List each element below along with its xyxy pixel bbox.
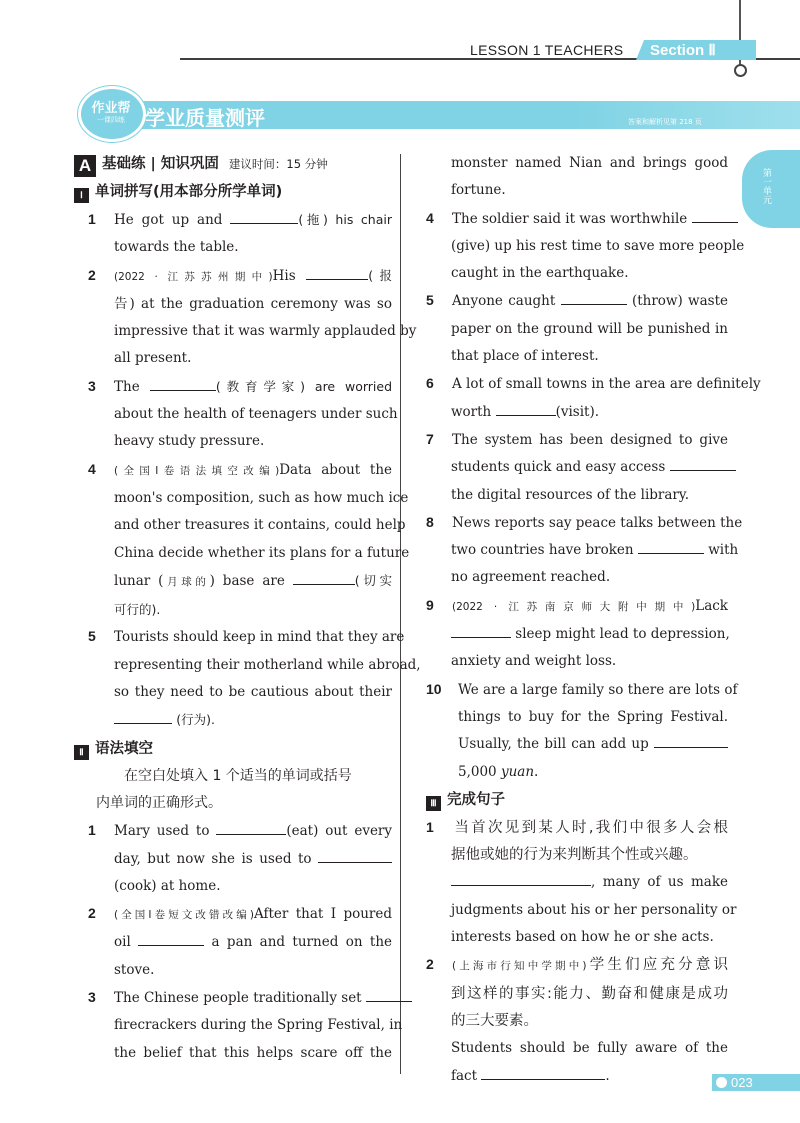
section-2-title: 语法填空 bbox=[95, 740, 153, 757]
question-text: stove. bbox=[114, 961, 155, 978]
section-label: Section Ⅱ bbox=[650, 42, 716, 59]
question-source: (全国Ⅰ卷语法填空改编) bbox=[114, 464, 280, 477]
answer-blank[interactable] bbox=[216, 822, 286, 835]
question-text: Anyone caught bbox=[452, 293, 556, 310]
answer-blank[interactable] bbox=[366, 989, 412, 1002]
question-text: (throw) waste bbox=[631, 293, 728, 310]
question-text: ) bbox=[209, 572, 215, 589]
question-text: 告) at the graduation ceremony was so bbox=[114, 295, 392, 312]
question-source: (全国Ⅰ卷短文改错改编) bbox=[114, 909, 254, 922]
question-text: with bbox=[708, 542, 739, 559]
instruction: 在空白处填入 1 个适当的单词或括号 bbox=[124, 767, 352, 784]
lesson-title: LESSON 1 TEACHERS bbox=[470, 42, 624, 58]
question-text: so they need to be cautious about their bbox=[114, 684, 392, 701]
question-number: 2 bbox=[88, 266, 96, 283]
question-text: (cook) at home. bbox=[114, 877, 221, 894]
page-dot-icon bbox=[716, 1077, 727, 1088]
question bbox=[426, 951, 728, 1089]
question bbox=[74, 373, 398, 456]
logo-subtext: 一课四练 bbox=[97, 116, 125, 124]
answer-blank[interactable] bbox=[496, 403, 556, 416]
question-text: and other treasures it contains, could help bbox=[114, 517, 406, 534]
question-text: 到这样的事实:能力、勤奋和健康是成功 bbox=[451, 985, 728, 1002]
section-1-number: Ⅰ bbox=[74, 188, 89, 203]
question-text: moon's composition, such as how much ice bbox=[114, 489, 409, 506]
section-3-title: 完成句子 bbox=[447, 791, 505, 808]
question-text: (visit). bbox=[555, 403, 600, 420]
question-text: (行为). bbox=[176, 712, 216, 728]
question-text: things to buy for the Spring Festival. bbox=[458, 708, 728, 725]
question-text: Lack bbox=[695, 597, 728, 614]
question-text: yuan bbox=[500, 763, 535, 780]
question-number: 5 bbox=[426, 292, 434, 309]
question bbox=[74, 984, 403, 1067]
question bbox=[426, 676, 738, 786]
question-text: . bbox=[534, 763, 539, 780]
banner-note: 答案和解析见第 218 页 bbox=[628, 118, 702, 126]
question-text: students quick and easy access bbox=[451, 459, 666, 476]
question-text: (eat) out every bbox=[286, 823, 393, 840]
time-hint-value: 15 分钟 bbox=[286, 157, 328, 171]
question-number: 2 bbox=[426, 956, 434, 973]
question bbox=[74, 456, 410, 624]
question-text: interests based on how he or she acts. bbox=[451, 929, 714, 946]
question-number: 1 bbox=[426, 818, 434, 835]
answer-blank[interactable] bbox=[138, 933, 204, 946]
question-source: (2022 · 江苏苏州期中) bbox=[114, 270, 273, 283]
question-text: 5,000 bbox=[458, 763, 497, 780]
unit-tab-label: 第一单元 bbox=[761, 168, 771, 204]
question-number: 1 bbox=[88, 211, 96, 227]
answer-blank[interactable] bbox=[451, 625, 511, 638]
part-a-heading bbox=[74, 150, 392, 178]
question-text: lunar ( bbox=[114, 572, 164, 589]
question-text: , many of us make bbox=[591, 874, 728, 891]
question-text: (拖) his chair bbox=[298, 212, 392, 227]
question-text: sleep might lead to depression, bbox=[515, 626, 730, 643]
question-text: judgments about his or her personality or bbox=[451, 901, 737, 918]
question-text: worth bbox=[451, 403, 492, 420]
question-text: towards the table. bbox=[114, 239, 239, 256]
question-text: fortune. bbox=[451, 182, 506, 199]
answer-blank[interactable] bbox=[638, 541, 704, 554]
binder-ring bbox=[734, 64, 747, 77]
answer-blank[interactable] bbox=[561, 292, 627, 305]
question-text: Students should be fully aware of the bbox=[451, 1040, 728, 1057]
question bbox=[74, 262, 417, 373]
answer-blank[interactable] bbox=[481, 1067, 605, 1080]
section-3-heading bbox=[426, 786, 728, 814]
answer-blank[interactable] bbox=[451, 873, 591, 886]
question-text: 当首次见到某人时,我们中很多人会根 bbox=[452, 819, 728, 836]
question-gloss: 月球的 bbox=[163, 575, 210, 588]
question-text: representing their motherland while abroad, bbox=[114, 656, 421, 673]
question-number: 5 bbox=[88, 628, 96, 645]
question-text: 学生们应充分意识 bbox=[586, 957, 728, 974]
instruction: 内单词的正确形式。 bbox=[96, 794, 222, 811]
question-text: We are a large family so there are lots of bbox=[458, 681, 738, 698]
question-text: The Chinese people traditionally set bbox=[114, 990, 362, 1007]
question-number: 10 bbox=[426, 680, 442, 697]
left-column bbox=[74, 150, 421, 1067]
question-number: 6 bbox=[426, 375, 434, 392]
question-text: all present. bbox=[114, 350, 192, 367]
answer-blank[interactable] bbox=[654, 735, 728, 748]
answer-blank[interactable] bbox=[670, 458, 736, 471]
question-text: (切实 bbox=[354, 572, 392, 588]
question-text: the belief that this helps scare off the bbox=[114, 1044, 392, 1061]
question-text: Data about the bbox=[279, 461, 392, 478]
question-text: no agreement reached. bbox=[451, 569, 611, 586]
question-text: He got up and bbox=[114, 212, 223, 228]
time-hint-label: 建议时间： bbox=[228, 157, 287, 171]
question-text: paper on the ground will be punished in bbox=[451, 320, 728, 337]
question-text: two countries have broken bbox=[451, 542, 634, 559]
question bbox=[426, 370, 761, 426]
question bbox=[426, 814, 737, 951]
question-number: 3 bbox=[88, 377, 96, 394]
question bbox=[426, 205, 745, 288]
question-text: His bbox=[272, 267, 296, 284]
answer-blank[interactable] bbox=[230, 211, 298, 224]
question-source: (上海市行知中学期中) bbox=[452, 960, 587, 973]
question-text: China decide whether its plans for a future bbox=[114, 544, 410, 561]
logo-text: 作业帮 bbox=[91, 101, 131, 116]
question-text: impressive that it was warmly applauded by bbox=[114, 323, 417, 340]
question-text: the digital resources of the library. bbox=[451, 486, 689, 503]
answer-blank[interactable] bbox=[692, 210, 738, 223]
question-number: 1 bbox=[88, 822, 96, 839]
question-source: (2022 · 江苏南京师大附中期中) bbox=[452, 600, 696, 613]
part-a-letter: A bbox=[74, 155, 96, 177]
question-text: oil bbox=[114, 934, 131, 951]
question-text: 可行的). bbox=[114, 602, 161, 618]
question-text: day, but now she is used to bbox=[114, 850, 312, 867]
section-1-title: 单词拼写(用本部分所学单词) bbox=[95, 184, 283, 200]
question-text: (报 bbox=[368, 267, 392, 283]
question-number: 4 bbox=[88, 460, 96, 477]
question-text: base are bbox=[222, 572, 285, 589]
answer-blank[interactable] bbox=[293, 572, 355, 585]
question-number: 8 bbox=[426, 513, 434, 530]
question bbox=[426, 287, 728, 370]
question-text: Tourists should keep in mind that they are bbox=[114, 629, 405, 646]
question-text: (give) up his rest time to save more people bbox=[451, 237, 745, 254]
question-text: Usually, the bill can add up bbox=[458, 736, 649, 753]
question-text: 据他或她的行为来判断其个性或兴趣。 bbox=[451, 847, 698, 864]
question-text: . bbox=[605, 1067, 610, 1084]
question-text: 的三大要素。 bbox=[451, 1012, 538, 1029]
answer-blank[interactable] bbox=[318, 850, 392, 863]
question-text: The bbox=[114, 378, 140, 395]
question-number: 9 bbox=[426, 596, 434, 613]
question bbox=[426, 426, 728, 509]
question-text: Mary used to bbox=[114, 823, 210, 840]
question-text: firecrackers during the Spring Festival, in bbox=[114, 1017, 403, 1034]
question bbox=[426, 509, 743, 592]
question-text: anxiety and weight loss. bbox=[451, 653, 617, 670]
question-text: The soldier said it was worthwhile bbox=[452, 210, 688, 227]
answer-blank[interactable] bbox=[114, 711, 172, 724]
part-a-title: 基础练 | 知识巩固 bbox=[102, 156, 219, 172]
section-2-number: Ⅱ bbox=[74, 745, 89, 760]
question-text: a pan and turned on the bbox=[211, 934, 392, 951]
question bbox=[74, 900, 392, 984]
question-text: (教育学家) are worried bbox=[215, 378, 392, 394]
section-2-heading bbox=[74, 735, 392, 763]
question-text: The system has been designed to give bbox=[452, 431, 728, 448]
question-number: 2 bbox=[88, 905, 96, 922]
question-text: monster named Nian and brings good bbox=[451, 155, 728, 171]
section-1-heading bbox=[74, 178, 392, 206]
question bbox=[74, 623, 421, 734]
question-number: 7 bbox=[426, 430, 434, 447]
question-number: 4 bbox=[426, 209, 434, 226]
question-text: A lot of small towns in the area are definitely bbox=[452, 376, 761, 393]
answer-blank[interactable] bbox=[306, 267, 368, 280]
question bbox=[74, 206, 392, 262]
question-text: After that I poured bbox=[253, 906, 392, 923]
question bbox=[426, 592, 728, 676]
question-text: caught in the earthquake. bbox=[451, 265, 629, 282]
question-text: News reports say peace talks between the bbox=[452, 514, 743, 531]
answer-blank[interactable] bbox=[150, 378, 216, 391]
page-number: 023 bbox=[731, 1075, 753, 1090]
question-text: fact bbox=[451, 1067, 478, 1084]
banner-title: 学业质量测评 bbox=[145, 106, 265, 130]
question-text: that place of interest. bbox=[451, 348, 599, 365]
section-3-number: Ⅲ bbox=[426, 796, 441, 811]
question-text: about the health of teenagers under such bbox=[114, 406, 398, 423]
question-text: heavy study pressure. bbox=[114, 433, 265, 450]
column-divider bbox=[400, 154, 401, 1074]
question bbox=[74, 817, 392, 900]
question-number: 3 bbox=[88, 989, 96, 1006]
